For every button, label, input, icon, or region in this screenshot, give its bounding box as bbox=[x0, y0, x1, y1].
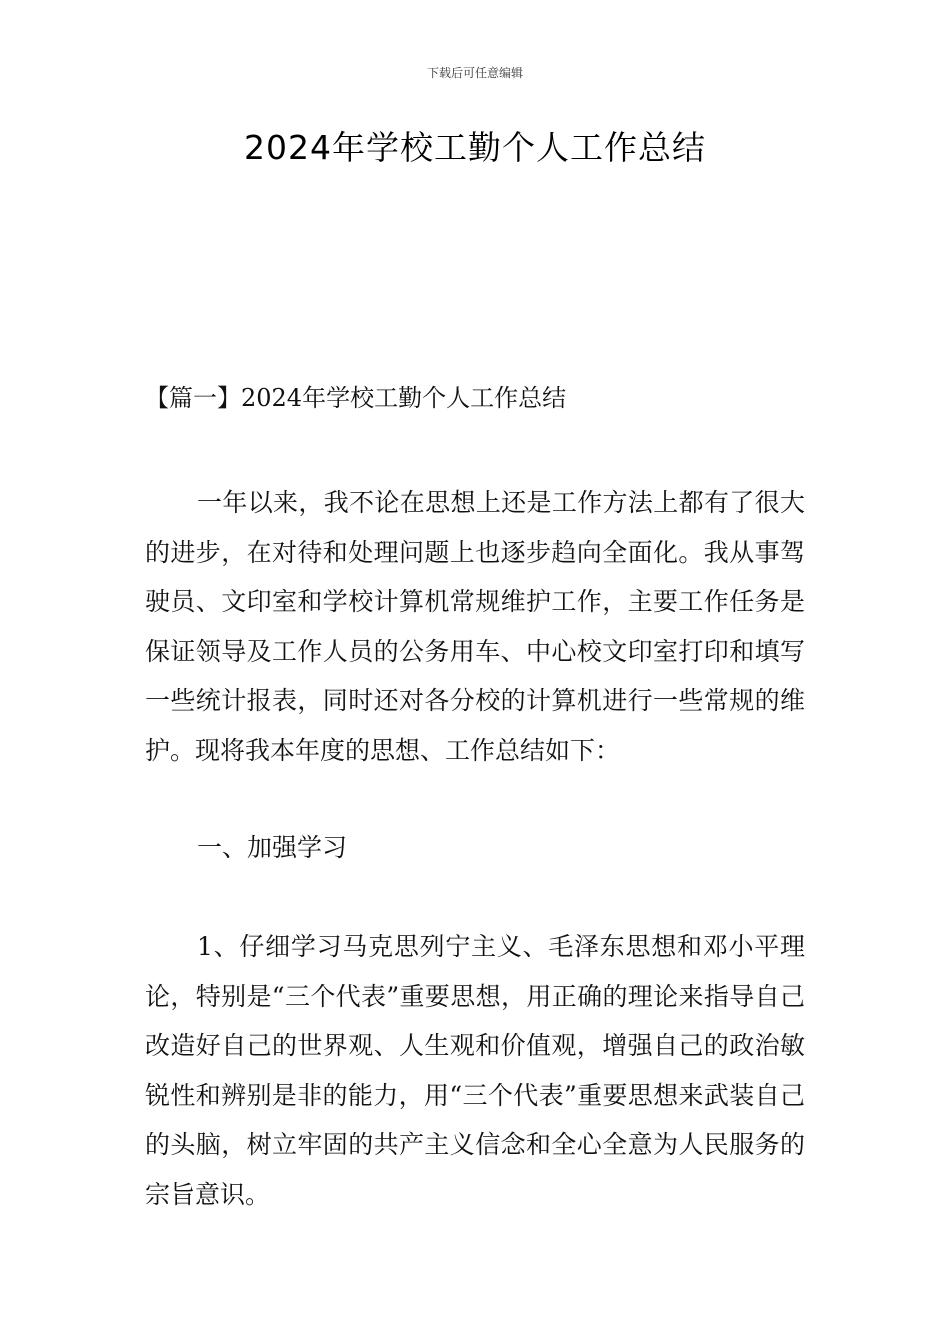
section-heading: 【篇一】2024年学校工勤个人工作总结 bbox=[145, 384, 567, 412]
paragraph-study-item-1: 1、仔细学习马克思列宁主义、毛泽东思想和邓小平理论，特别是“三个代表”重要思想，用正确的理论来指导自己改造好自己的世界观、人生观和价值观，增强自己的政治敏锐性和辨别是非的能力，用“三个代表”重要思想来武装自己的头脑，树立牢固的共产主义信念和全心全意为人民服务的宗旨意识。 bbox=[145, 932, 805, 1209]
subheading-strengthen-study: 一、加强学习 bbox=[197, 833, 348, 862]
paragraph-intro: 一年以来，我不论在思想上还是工作方法上都有了很大的进步，在对待和处理问题上也逐步趋向全面化。我从事驾驶员、文印室和学校计算机常规维护工作，主要工作任务是保证领导及工作人员的公务用车、中心校文印室打印和填写一些统计报表，同时还对各分校的计算机进行一些常规的维护。现将我本年度的思想、工作总结如下： bbox=[145, 488, 805, 765]
document-title: 2024年学校工勤个人工作总结 bbox=[244, 128, 706, 167]
header-note: 下载后可任意编辑 bbox=[426, 66, 523, 80]
